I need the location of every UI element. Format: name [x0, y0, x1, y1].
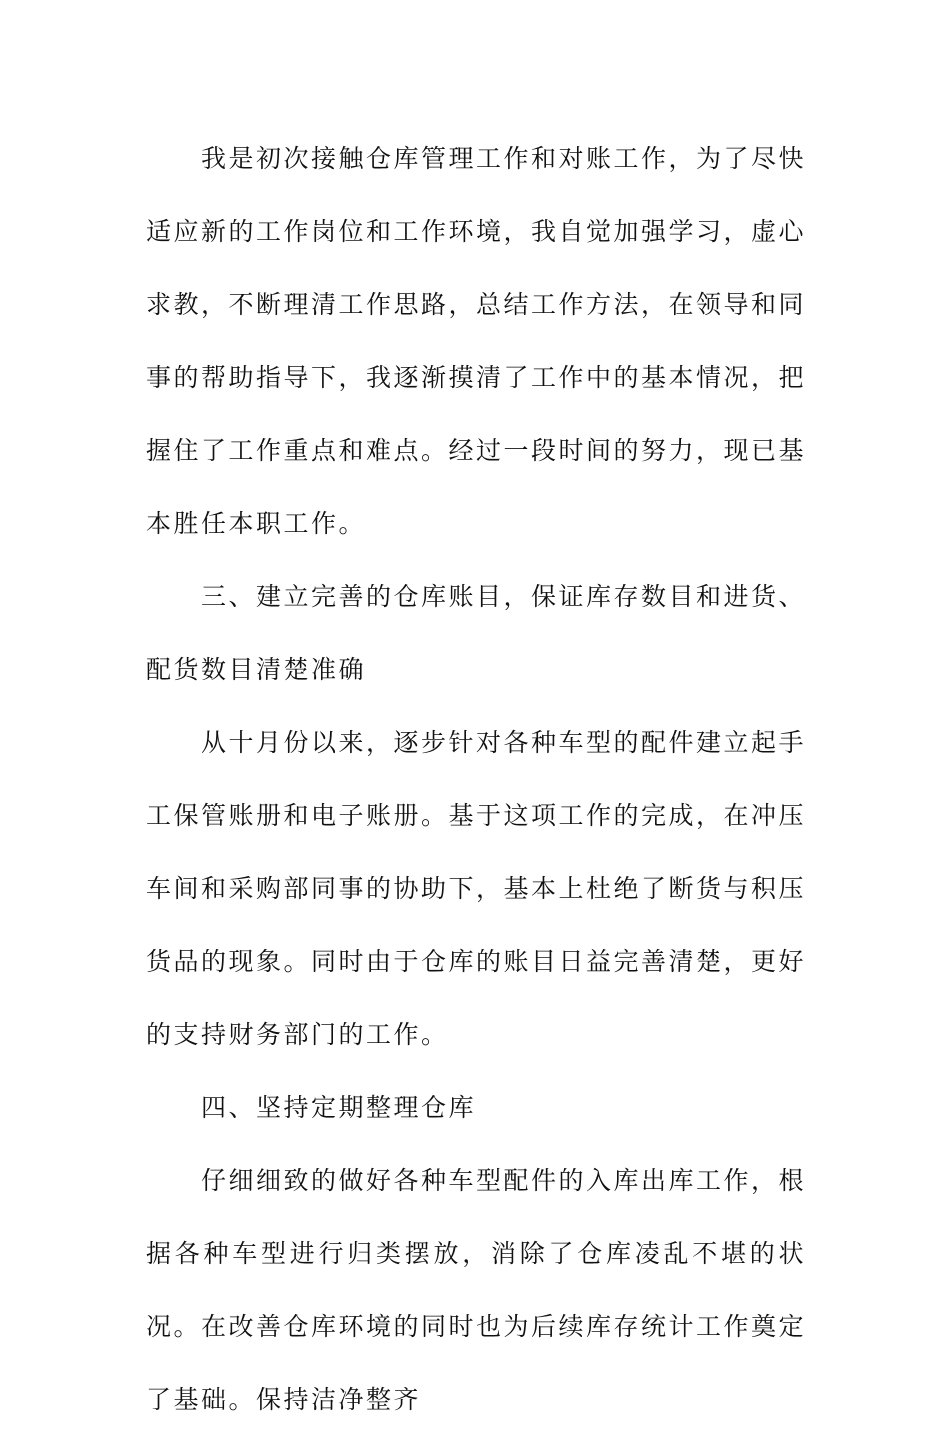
section-heading-4: 四、坚持定期整理仓库	[201, 1093, 477, 1122]
paragraph-warehouse: 仔细细致的做好各种车型配件的入库出库工作，根据各种车型进行归类摆放，消除了仓库凌乱不堪的状况。在改善仓库环境的同时也为后续库存统计工作奠定了基础。保持洁净整齐	[146, 1166, 807, 1414]
paragraph-learning: 我是初次接触仓库管理工作和对账工作，为了尽快适应新的工作岗位和工作环境，我自觉加强学习，虚心求教，不断理清工作思路，总结工作方法，在领导和同事的帮助指导下，我逐渐摸清了工作中的基本情况，把握住了工作重点和难点。经过一段时间的努力，现已基本胜任本职工作。	[146, 144, 807, 538]
document-body	[146, 122, 806, 1436]
section-heading-3: 三、建立完善的仓库账目，保证库存数目和进货、配货数目清楚准确	[146, 582, 807, 684]
paragraph-ledger: 从十月份以来，逐步针对各种车型的配件建立起手工保管账册和电子账册。基于这项工作的完成，在冲压车间和采购部同事的协助下，基本上杜绝了断货与积压货品的现象。同时由于仓库的账目日益完善清楚，更好的支持财务部门的工作。	[146, 728, 807, 1049]
